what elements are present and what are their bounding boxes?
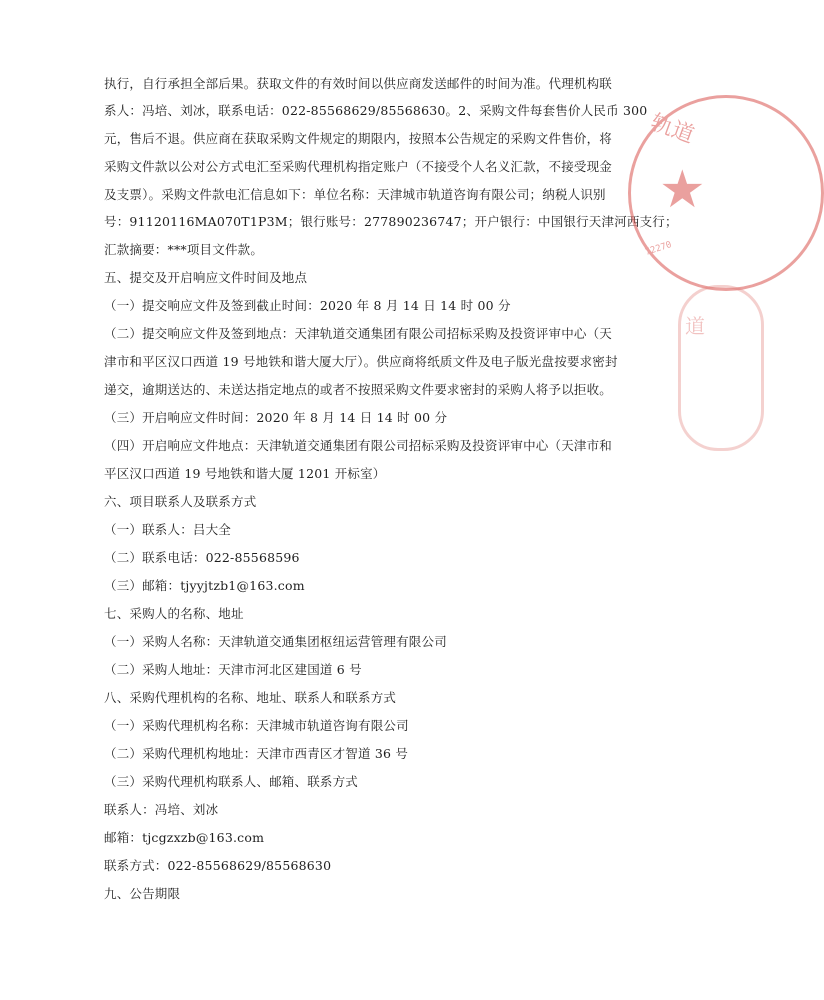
text-line: 汇款摘要：***项目文件款。 [104,242,264,257]
text-line: 津市和平区汉口西道 19 号地铁和谐大厦大厅）。供应商将纸质文件及电子版光盘按要求密封 [104,354,618,369]
text-line: （二）联系电话：022-85568596 [104,550,300,565]
section-heading: 六、项目联系人及联系方式 [104,494,257,509]
text-line: 号：91120116MA070T1P3M；银行账号：277890236747；开户银行：中国银行天津河西支行； [104,214,678,229]
text-line: 递交，逾期送达的、未送达指定地点的或者不按照采购文件要求密封的采购人将予以拒收。 [104,382,613,397]
text-line: 联系方式：022-85568629/85568630 [104,858,332,873]
text-line: （三）邮箱：tjyyjtzb1@163.com [104,578,305,593]
text-line: 邮箱：tjcgzxzb@163.com [104,830,265,845]
official-seal [628,95,824,291]
text-line: 平区汉口西道 19 号地铁和谐大厦 1201 开标室） [104,466,386,481]
secondary-seal [678,285,764,451]
section-heading: 五、提交及开启响应文件时间及地点 [104,270,308,285]
text-line: 元，售后不退。供应商在获取采购文件规定的期限内，按照本公告规定的采购文件售价，将 [104,131,613,146]
text-line: （一）联系人：吕大全 [104,522,232,537]
seal-text: 轨道 [647,110,698,149]
secondary-seal-text: 道 [685,314,705,338]
text-line: （一）采购人名称：天津轨道交通集团枢纽运营管理有限公司 [104,634,447,649]
text-line: 采购文件款以公对公方式电汇至采购代理机构指定账户（不接受个人名义汇款，不接受现金 [104,159,613,174]
seal-number: 72270 [644,240,673,258]
star-icon: ★ [659,160,706,220]
text-line: 执行，自行承担全部后果。获取文件的有效时间以供应商发送邮件的时间为准。代理机构联 [104,76,613,91]
text-line: （四）开启响应文件地点：天津轨道交通集团有限公司招标采购及投资评审中心（天津市和 [104,438,613,453]
text-line: （二）采购人地址：天津市河北区建国道 6 号 [104,662,362,677]
text-line: （二）提交响应文件及签到地点：天津轨道交通集团有限公司招标采购及投资评审中心（天 [104,326,613,341]
section-heading: 八、采购代理机构的名称、地址、联系人和联系方式 [104,690,397,705]
section-heading: 七、采购人的名称、地址 [104,606,244,621]
text-line: （一）提交响应文件及签到截止时间：2020 年 8 月 14 日 14 时 00 分 [104,298,511,313]
text-line: （三）采购代理机构联系人、邮箱、联系方式 [104,774,359,789]
text-line: （一）采购代理机构名称：天津城市轨道咨询有限公司 [104,718,409,733]
text-line: 系人：冯培、刘冰，联系电话：022-85568629/85568630。2、采购文件每套售价人民币 300 [104,103,648,118]
text-line: 及支票）。采购文件款电汇信息如下：单位名称：天津城市轨道咨询有限公司；纳税人识别 [104,187,606,202]
text-line: （三）开启响应文件时间：2020 年 8 月 14 日 14 时 00 分 [104,410,448,425]
text-line: （二）采购代理机构地址：天津市西青区才智道 36 号 [104,746,409,761]
section-heading: 九、公告期限 [104,886,181,901]
text-line: 联系人：冯培、刘冰 [104,802,219,817]
